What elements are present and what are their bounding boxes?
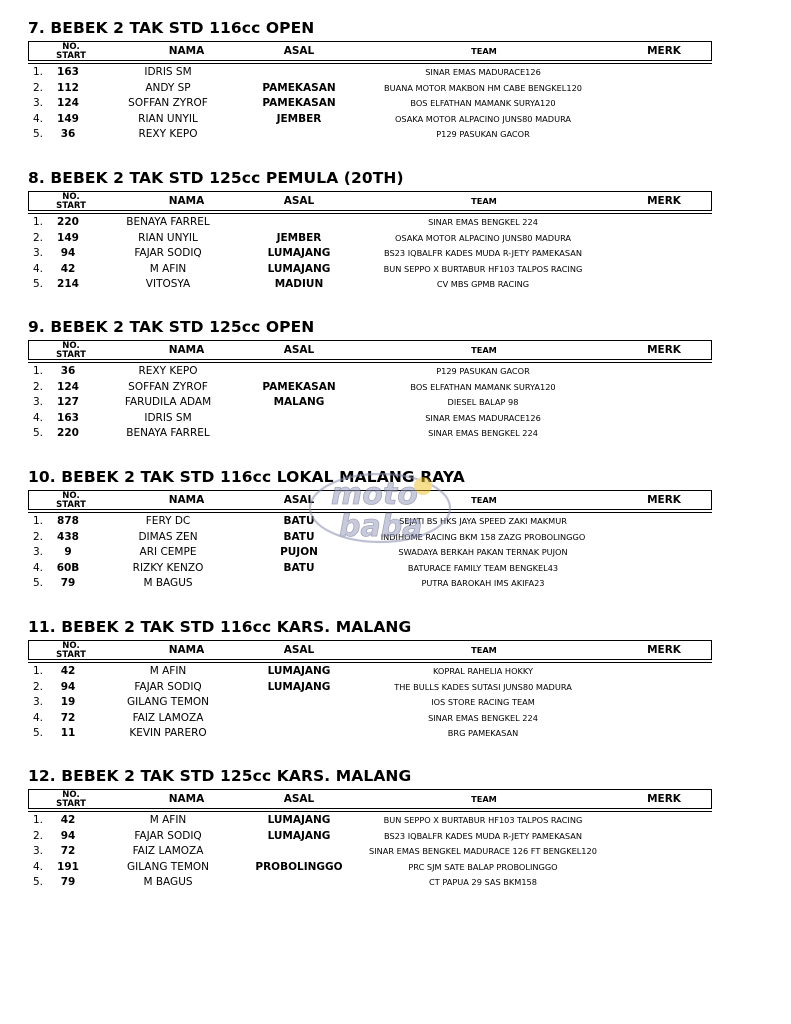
position-cell: 1. (33, 665, 44, 677)
start-number-cell: 220 (57, 427, 79, 439)
rider-name-cell: BENAYA FARREL (126, 427, 210, 439)
origin-cell: LUMAJANG (267, 247, 331, 259)
header-team: TEAM (471, 794, 497, 804)
rider-name-cell: FAJAR SODIQ (134, 680, 202, 693)
table-row (0, 514, 791, 530)
entries-list (0, 664, 791, 742)
position-cell: 1. (33, 814, 44, 826)
header-team: TEAM (471, 345, 497, 355)
table-row (0, 231, 791, 247)
position-cell: 5. (33, 727, 44, 739)
rider-name-cell: IDRIS SM (144, 411, 192, 424)
table-header (28, 640, 712, 660)
team-cell: BOS ELFATHAN MAMANK SURYA120 (410, 98, 556, 108)
rider-name-cell: RIAN UNYIL (138, 112, 198, 125)
origin-cell: LUMAJANG (267, 680, 331, 693)
table-row (0, 545, 791, 561)
table-row (0, 844, 791, 860)
team-cell: BUN SEPPO X BURTABUR HF103 TALPOS RACING (383, 263, 583, 274)
header-nama: NAMA (168, 644, 205, 656)
header-asal: ASAL (283, 45, 315, 57)
header-no-start: NO. START (56, 42, 86, 61)
team-cell: CT PAPUA 29 SAS BKM158 (429, 877, 537, 887)
start-number-cell: 220 (57, 216, 79, 228)
table-row (0, 262, 791, 278)
position-cell: 5. (33, 278, 44, 290)
header-asal: ASAL (283, 793, 315, 805)
position-cell: 2. (33, 680, 44, 693)
origin-cell: PAMEKASAN (262, 380, 336, 393)
rider-name-cell: REXY KEPO (138, 128, 198, 140)
section-title: 8. BEBEK 2 TAK STD 125cc PEMULA (20TH) (28, 169, 404, 187)
position-cell: 2. (33, 530, 44, 543)
start-number-cell: 9 (64, 546, 72, 558)
team-cell: SINAR EMAS BENGKEL 224 (428, 428, 538, 438)
start-number-cell: 42 (60, 262, 76, 275)
rider-name-cell: DIMAS ZEN (138, 530, 198, 543)
origin-cell: JEMBER (276, 112, 322, 125)
table-row (0, 364, 791, 380)
position-cell: 4. (33, 411, 44, 424)
origin-cell: LUMAJANG (267, 829, 331, 842)
origin-cell: PUJON (280, 546, 318, 558)
team-cell: IOS STORE RACING TEAM (431, 697, 535, 707)
start-number-cell: 191 (57, 860, 79, 873)
race-class-section-9 (0, 317, 791, 467)
start-number-cell: 94 (60, 829, 76, 842)
start-number-cell: 149 (57, 112, 79, 125)
origin-cell: MADIUN (274, 278, 324, 290)
section-title: 9. BEBEK 2 TAK STD 125cc OPEN (28, 318, 315, 336)
header-merk: MERK (647, 344, 681, 356)
rider-name-cell: M BAGUS (143, 577, 193, 589)
header-team: TEAM (471, 495, 497, 505)
position-cell: 2. (33, 380, 44, 393)
team-cell: BS23 IQBALFR KADES MUDA R-JETY PAMEKASAN (384, 830, 582, 841)
position-cell: 3. (33, 696, 44, 708)
header-team: TEAM (471, 196, 497, 206)
start-number-cell: 60B (56, 561, 80, 574)
header-merk: MERK (647, 644, 681, 656)
rider-name-cell: FERY DC (145, 515, 191, 527)
rider-name-cell: ARI CEMPE (139, 546, 197, 558)
rider-name-cell: M AFIN (149, 262, 187, 275)
entries-list (0, 514, 791, 592)
team-cell: SWADAYA BERKAH PAKAN TERNAK PUJON (398, 547, 568, 557)
position-cell: 1. (33, 515, 44, 527)
team-cell: INDIHOME RACING BKM 158 ZAZG PROBOLINGGO (380, 531, 586, 542)
watermark-text-top: moto (331, 477, 418, 512)
rider-name-cell: SOFFAN ZYROF (128, 97, 208, 109)
table-row (0, 711, 791, 727)
position-cell: 4. (33, 561, 44, 574)
section-title: 10. BEBEK 2 TAK STD 116cc LOKAL MALANG RAYA (28, 468, 465, 486)
team-cell: OSAKA MOTOR ALPACINO JUNS80 MADURA (394, 113, 572, 124)
header-asal: ASAL (283, 195, 315, 207)
table-row (0, 215, 791, 231)
header-no-start: NO. START (56, 790, 86, 809)
start-number-cell: 72 (60, 845, 76, 857)
rider-name-cell: REXY KEPO (138, 365, 198, 377)
rider-name-cell: FAIZ LAMOZA (132, 711, 204, 724)
team-cell: P129 PASUKAN GACOR (436, 129, 530, 139)
header-asal: ASAL (283, 494, 315, 506)
origin-cell: LUMAJANG (267, 814, 331, 826)
origin-cell: BATU (283, 515, 315, 527)
table-header (28, 191, 712, 211)
rider-name-cell: GILANG TEMON (126, 860, 210, 873)
team-cell: THE BULLS KADES SUTASI JUNS80 MADURA (394, 681, 572, 692)
start-number-cell: 94 (60, 247, 76, 259)
header-merk: MERK (647, 793, 681, 805)
position-cell: 2. (33, 81, 44, 94)
rider-name-cell: RIAN UNYIL (138, 231, 198, 244)
team-cell: DIESEL BALAP 98 (447, 397, 519, 407)
start-number-cell: 127 (57, 396, 79, 408)
position-cell: 5. (33, 876, 44, 888)
position-cell: 5. (33, 577, 44, 589)
team-cell: BS23 IQBALFR KADES MUDA R-JETY PAMEKASAN (384, 248, 582, 258)
start-number-cell: 112 (57, 81, 79, 94)
header-nama: NAMA (168, 45, 205, 57)
table-row (0, 246, 791, 262)
team-cell: SINAR EMAS BENGKEL MADURACE 126 FT BENGKEL120 (369, 846, 597, 856)
origin-cell: PROBOLINGGO (255, 860, 343, 873)
race-class-section-10 (0, 467, 791, 617)
start-number-cell: 163 (57, 411, 79, 424)
rider-name-cell: M AFIN (149, 814, 187, 826)
team-cell: BUN SEPPO X BURTABUR HF103 TALPOS RACING (383, 815, 583, 825)
start-number-cell: 94 (60, 680, 76, 693)
position-cell: 3. (33, 97, 44, 109)
team-cell: BRG PAMEKASAN (447, 728, 519, 738)
entries-list (0, 364, 791, 442)
race-class-section-8 (0, 168, 791, 318)
table-row (0, 680, 791, 696)
header-nama: NAMA (168, 793, 205, 805)
team-cell: SINAR EMAS BENGKEL 224 (428, 712, 538, 723)
section-title: 7. BEBEK 2 TAK STD 116cc OPEN (28, 19, 315, 37)
table-row (0, 829, 791, 845)
section-title: 11. BEBEK 2 TAK STD 116cc KARS. MALANG (28, 618, 412, 636)
race-class-section-12 (0, 766, 791, 916)
table-row (0, 695, 791, 711)
race-class-section-7 (0, 18, 791, 168)
table-row (0, 561, 791, 577)
table-header (28, 340, 712, 360)
origin-cell: LUMAJANG (267, 665, 331, 677)
position-cell: 3. (33, 546, 44, 558)
team-cell: BUANA MOTOR MAKBON HM CABE BENGKEL120 (384, 82, 582, 93)
start-number-cell: 79 (60, 876, 76, 888)
table-row (0, 726, 791, 742)
team-cell: SINAR EMAS MADURACE126 (425, 412, 541, 423)
header-nama: NAMA (168, 344, 205, 356)
position-cell: 4. (33, 262, 44, 275)
table-row (0, 96, 791, 112)
team-cell: SINAR EMAS MADURACE126 (425, 67, 541, 77)
header-underline (28, 362, 712, 363)
table-row (0, 411, 791, 427)
team-cell: PUTRA BAROKAH IMS AKIFA23 (421, 578, 545, 588)
header-merk: MERK (647, 45, 681, 57)
rider-name-cell: VITOSYA (145, 278, 191, 290)
header-merk: MERK (647, 494, 681, 506)
header-no-start: NO. START (56, 341, 86, 360)
header-no-start: NO. START (56, 491, 86, 510)
entries-list (0, 813, 791, 891)
rider-name-cell: M BAGUS (143, 876, 193, 888)
start-number-cell: 19 (60, 696, 76, 708)
rider-name-cell: KEVIN PARERO (129, 727, 207, 739)
table-row (0, 65, 791, 81)
table-row (0, 576, 791, 592)
table-row (0, 380, 791, 396)
team-cell: BOS ELFATHAN MAMANK SURYA120 (410, 381, 556, 392)
header-team: TEAM (471, 645, 497, 655)
position-cell: 4. (33, 860, 44, 873)
rider-name-cell: FARUDILA ADAM (124, 396, 212, 408)
position-cell: 1. (33, 365, 44, 377)
origin-cell: MALANG (273, 396, 325, 408)
table-row (0, 426, 791, 442)
position-cell: 5. (33, 128, 44, 140)
start-number-cell: 11 (60, 727, 76, 739)
table-header (28, 41, 712, 61)
start-number-cell: 36 (60, 365, 76, 377)
start-number-cell: 149 (57, 231, 79, 244)
rider-name-cell: IDRIS SM (144, 66, 192, 78)
header-underline (28, 63, 712, 64)
watermark-text-bottom: baba (339, 509, 423, 544)
start-number-cell: 42 (60, 814, 76, 826)
table-header (28, 789, 712, 809)
table-row (0, 277, 791, 293)
origin-cell: BATU (283, 530, 315, 543)
rider-name-cell: FAIZ LAMOZA (132, 845, 204, 857)
origin-cell: LUMAJANG (267, 262, 331, 275)
team-cell: SEJATI BS HKS JAYA SPEED ZAKI MAKMUR (399, 516, 567, 526)
table-header (28, 490, 712, 510)
origin-cell: BATU (283, 561, 315, 574)
start-number-cell: 72 (60, 711, 76, 724)
team-cell: KOPRAL RAHELIA HOKKY (433, 666, 533, 676)
origin-cell: PAMEKASAN (262, 97, 336, 109)
start-number-cell: 79 (60, 577, 76, 589)
header-nama: NAMA (168, 195, 205, 207)
rider-name-cell: ANDY SP (145, 81, 191, 94)
table-row (0, 875, 791, 891)
position-cell: 3. (33, 396, 44, 408)
rider-name-cell: RIZKY KENZO (132, 561, 204, 574)
position-cell: 2. (33, 231, 44, 244)
position-cell: 4. (33, 711, 44, 724)
rider-name-cell: FAJAR SODIQ (134, 247, 202, 259)
start-number-cell: 438 (57, 530, 79, 543)
rider-name-cell: BENAYA FARREL (126, 216, 210, 228)
table-row (0, 81, 791, 97)
position-cell: 3. (33, 845, 44, 857)
table-row (0, 127, 791, 143)
rider-name-cell: SOFFAN ZYROF (128, 380, 208, 393)
header-no-start: NO. START (56, 641, 86, 660)
header-team: TEAM (471, 46, 497, 56)
rider-name-cell: M AFIN (149, 665, 187, 677)
header-underline (28, 213, 712, 214)
table-row (0, 395, 791, 411)
start-number-cell: 124 (57, 97, 79, 109)
table-row (0, 860, 791, 876)
start-number-cell: 36 (60, 128, 76, 140)
position-cell: 1. (33, 216, 44, 228)
team-cell: SINAR EMAS BENGKEL 224 (428, 217, 538, 227)
start-number-cell: 878 (57, 515, 79, 527)
origin-cell: PAMEKASAN (262, 81, 336, 94)
start-number-cell: 124 (57, 380, 79, 393)
header-underline (28, 512, 712, 513)
table-row (0, 664, 791, 680)
start-number-cell: 42 (60, 665, 76, 677)
team-cell: OSAKA MOTOR ALPACINO JUNS80 MADURA (394, 232, 572, 243)
position-cell: 5. (33, 427, 44, 439)
position-cell: 1. (33, 66, 44, 78)
team-cell: CV MBS GPMB RACING (436, 279, 530, 289)
header-underline (28, 811, 712, 812)
table-row (0, 112, 791, 128)
header-nama: NAMA (168, 494, 205, 506)
entries-list (0, 215, 791, 293)
start-number-cell: 214 (57, 278, 79, 290)
rider-name-cell: GILANG TEMON (126, 696, 210, 708)
team-cell: BATURACE FAMILY TEAM BENGKEL43 (407, 562, 559, 573)
position-cell: 3. (33, 247, 44, 259)
rider-name-cell: FAJAR SODIQ (134, 829, 202, 842)
table-row (0, 530, 791, 546)
header-no-start: NO. START (56, 192, 86, 211)
entries-list (0, 65, 791, 143)
start-number-cell: 163 (57, 66, 79, 78)
race-class-section-11 (0, 617, 791, 767)
position-cell: 4. (33, 112, 44, 125)
origin-cell: JEMBER (276, 231, 322, 244)
header-asal: ASAL (283, 644, 315, 656)
position-cell: 2. (33, 829, 44, 842)
team-cell: P129 PASUKAN GACOR (436, 366, 530, 376)
team-cell: PRC SJM SATE BALAP PROBOLINGGO (408, 861, 558, 872)
section-title: 12. BEBEK 2 TAK STD 125cc KARS. MALANG (28, 767, 412, 785)
table-row (0, 813, 791, 829)
header-merk: MERK (647, 195, 681, 207)
header-underline (28, 662, 712, 663)
header-asal: ASAL (283, 344, 315, 356)
